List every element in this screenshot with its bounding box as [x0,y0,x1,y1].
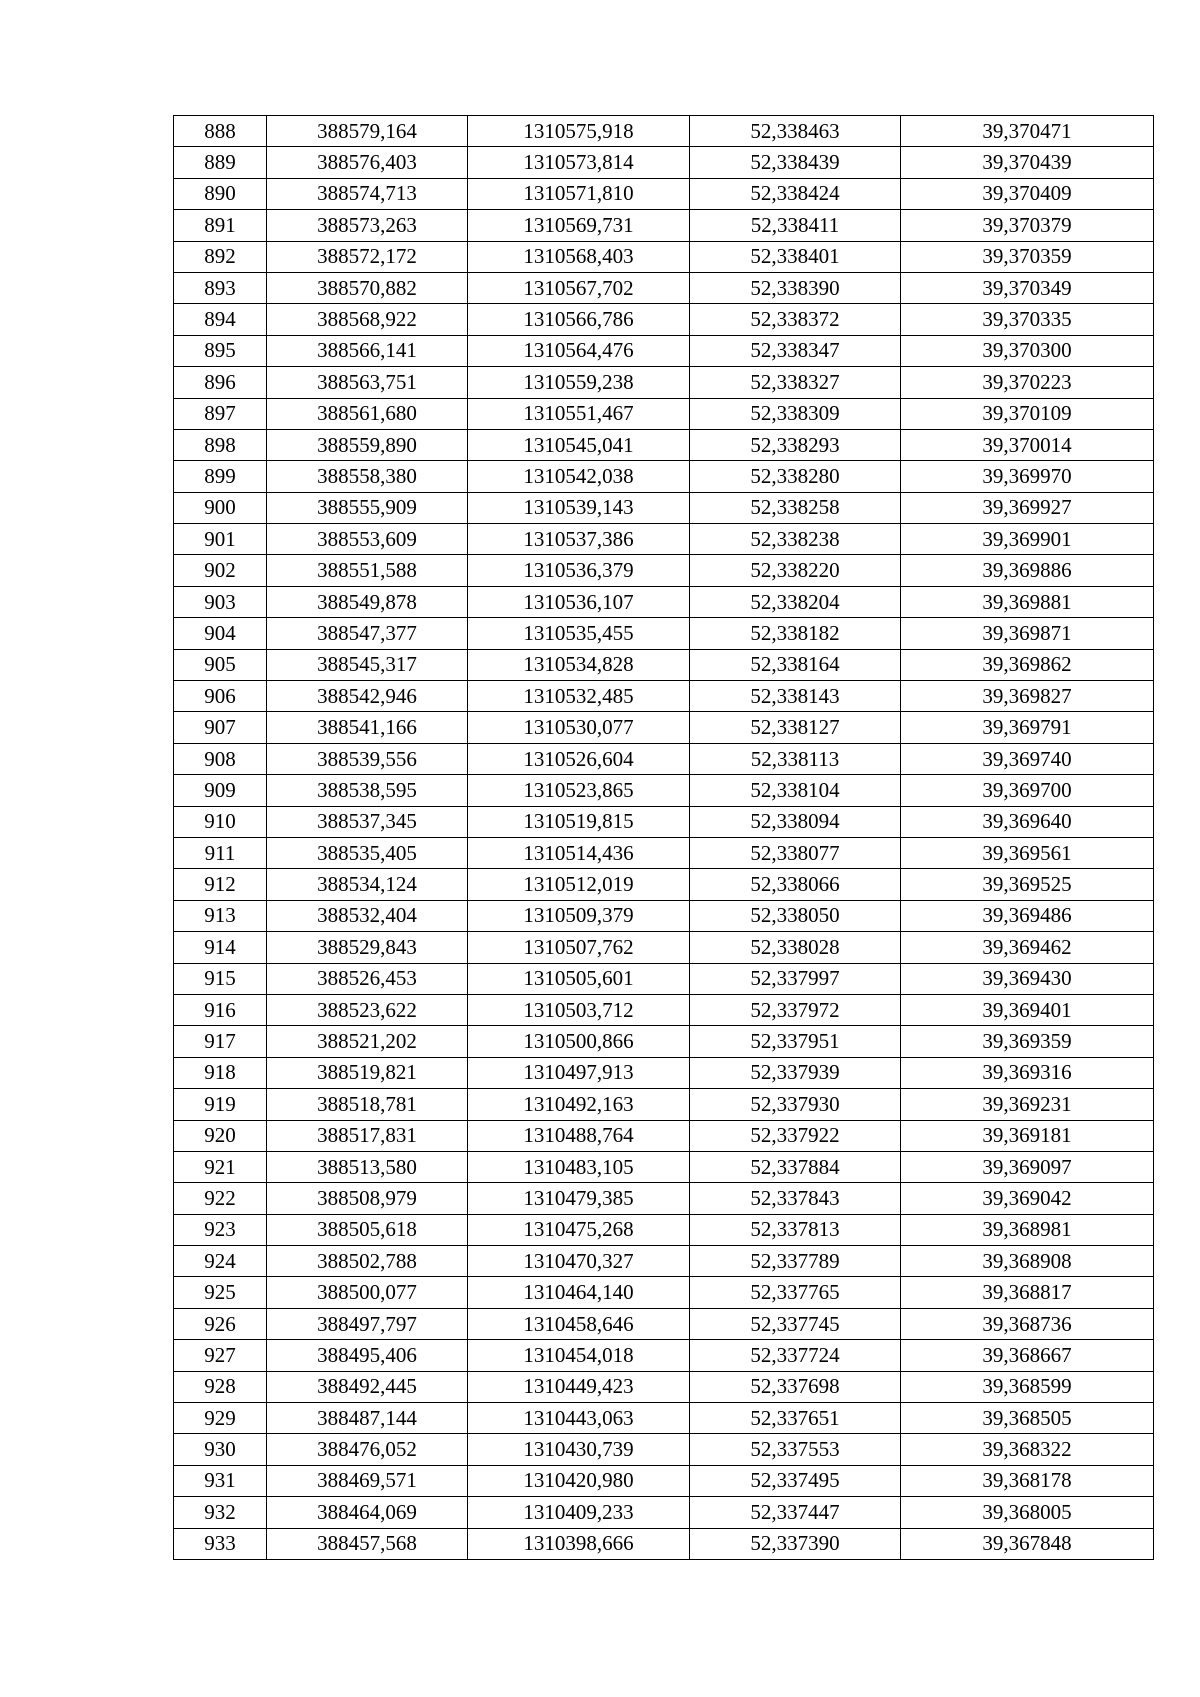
table-row [174,492,1154,523]
latitude-cell: 52,338050 [690,900,901,931]
longitude-cell: 39,369316 [901,1057,1154,1088]
y-coordinate-cell: 1310449,423 [468,1371,690,1402]
y-coordinate-cell: 1310519,815 [468,806,690,837]
longitude-cell: 39,369525 [901,869,1154,900]
y-coordinate-cell: 1310569,731 [468,210,690,241]
longitude-cell: 39,369640 [901,806,1154,837]
y-coordinate-cell: 1310523,865 [468,775,690,806]
x-coordinate-cell: 388508,979 [267,1183,468,1214]
y-coordinate-cell: 1310568,403 [468,241,690,272]
x-coordinate-cell: 388563,751 [267,367,468,398]
latitude-cell: 52,338439 [690,147,901,178]
table-row [174,555,1154,586]
point-number-cell: 920 [174,1120,267,1151]
latitude-cell: 52,338164 [690,649,901,680]
longitude-cell: 39,370379 [901,210,1154,241]
y-coordinate-cell: 1310464,140 [468,1277,690,1308]
table-row [174,1183,1154,1214]
latitude-cell: 52,337972 [690,994,901,1025]
latitude-cell: 52,337789 [690,1246,901,1277]
latitude-cell: 52,338309 [690,398,901,429]
table-row [174,1497,1154,1528]
y-coordinate-cell: 1310430,739 [468,1434,690,1465]
point-number-cell: 925 [174,1277,267,1308]
x-coordinate-cell: 388534,124 [267,869,468,900]
point-number-cell: 914 [174,932,267,963]
longitude-cell: 39,369042 [901,1183,1154,1214]
x-coordinate-cell: 388526,453 [267,963,468,994]
longitude-cell: 39,370409 [901,178,1154,209]
point-number-cell: 903 [174,586,267,617]
table-row [174,586,1154,617]
longitude-cell: 39,370300 [901,335,1154,366]
table-row [174,1246,1154,1277]
latitude-cell: 52,338463 [690,116,901,147]
table-row [174,837,1154,868]
x-coordinate-cell: 388539,556 [267,743,468,774]
table-row [174,1403,1154,1434]
longitude-cell: 39,370014 [901,429,1154,460]
latitude-cell: 52,337813 [690,1214,901,1245]
point-number-cell: 906 [174,681,267,712]
latitude-cell: 52,337765 [690,1277,901,1308]
x-coordinate-cell: 388576,403 [267,147,468,178]
y-coordinate-cell: 1310505,601 [468,963,690,994]
y-coordinate-cell: 1310537,386 [468,524,690,555]
x-coordinate-cell: 388545,317 [267,649,468,680]
x-coordinate-cell: 388574,713 [267,178,468,209]
longitude-cell: 39,369097 [901,1151,1154,1182]
latitude-cell: 52,338094 [690,806,901,837]
point-number-cell: 902 [174,555,267,586]
longitude-cell: 39,369871 [901,618,1154,649]
point-number-cell: 890 [174,178,267,209]
longitude-cell: 39,368736 [901,1308,1154,1339]
table-row [174,1465,1154,1496]
table-row [174,932,1154,963]
point-number-cell: 889 [174,147,267,178]
point-number-cell: 895 [174,335,267,366]
latitude-cell: 52,338411 [690,210,901,241]
y-coordinate-cell: 1310567,702 [468,272,690,303]
latitude-cell: 52,338401 [690,241,901,272]
longitude-cell: 39,369430 [901,963,1154,994]
x-coordinate-cell: 388537,345 [267,806,468,837]
y-coordinate-cell: 1310564,476 [468,335,690,366]
table-row [174,869,1154,900]
x-coordinate-cell: 388517,831 [267,1120,468,1151]
table-row [174,147,1154,178]
latitude-cell: 52,338390 [690,272,901,303]
x-coordinate-cell: 388538,595 [267,775,468,806]
x-coordinate-cell: 388505,618 [267,1214,468,1245]
point-number-cell: 898 [174,429,267,460]
longitude-cell: 39,369827 [901,681,1154,712]
latitude-cell: 52,338204 [690,586,901,617]
point-number-cell: 916 [174,994,267,1025]
table-row [174,1151,1154,1182]
x-coordinate-cell: 388549,878 [267,586,468,617]
y-coordinate-cell: 1310398,666 [468,1528,690,1559]
longitude-cell: 39,369359 [901,1026,1154,1057]
longitude-cell: 39,369181 [901,1120,1154,1151]
point-number-cell: 929 [174,1403,267,1434]
point-number-cell: 894 [174,304,267,335]
point-number-cell: 907 [174,712,267,743]
latitude-cell: 52,338066 [690,869,901,900]
x-coordinate-cell: 388553,609 [267,524,468,555]
y-coordinate-cell: 1310488,764 [468,1120,690,1151]
x-coordinate-cell: 388573,263 [267,210,468,241]
y-coordinate-cell: 1310536,379 [468,555,690,586]
latitude-cell: 52,338347 [690,335,901,366]
y-coordinate-cell: 1310507,762 [468,932,690,963]
point-number-cell: 922 [174,1183,267,1214]
y-coordinate-cell: 1310420,980 [468,1465,690,1496]
latitude-cell: 52,337745 [690,1308,901,1339]
y-coordinate-cell: 1310535,455 [468,618,690,649]
y-coordinate-cell: 1310492,163 [468,1089,690,1120]
table-row [174,178,1154,209]
longitude-cell: 39,368667 [901,1340,1154,1371]
coordinates-table [173,115,1154,1560]
y-coordinate-cell: 1310534,828 [468,649,690,680]
x-coordinate-cell: 388570,882 [267,272,468,303]
longitude-cell: 39,369791 [901,712,1154,743]
longitude-cell: 39,369486 [901,900,1154,931]
x-coordinate-cell: 388502,788 [267,1246,468,1277]
x-coordinate-cell: 388519,821 [267,1057,468,1088]
y-coordinate-cell: 1310542,038 [468,461,690,492]
latitude-cell: 52,337843 [690,1183,901,1214]
x-coordinate-cell: 388555,909 [267,492,468,523]
table-row [174,335,1154,366]
latitude-cell: 52,338127 [690,712,901,743]
longitude-cell: 39,368817 [901,1277,1154,1308]
longitude-cell: 39,367848 [901,1528,1154,1559]
point-number-cell: 915 [174,963,267,994]
x-coordinate-cell: 388561,680 [267,398,468,429]
table-row [174,994,1154,1025]
point-number-cell: 891 [174,210,267,241]
x-coordinate-cell: 388579,164 [267,116,468,147]
point-number-cell: 921 [174,1151,267,1182]
x-coordinate-cell: 388572,172 [267,241,468,272]
point-number-cell: 904 [174,618,267,649]
y-coordinate-cell: 1310497,913 [468,1057,690,1088]
longitude-cell: 39,369740 [901,743,1154,774]
table-row [174,806,1154,837]
point-number-cell: 927 [174,1340,267,1371]
point-number-cell: 923 [174,1214,267,1245]
longitude-cell: 39,369462 [901,932,1154,963]
point-number-cell: 909 [174,775,267,806]
latitude-cell: 52,338280 [690,461,901,492]
y-coordinate-cell: 1310530,077 [468,712,690,743]
point-number-cell: 930 [174,1434,267,1465]
latitude-cell: 52,338238 [690,524,901,555]
point-number-cell: 888 [174,116,267,147]
y-coordinate-cell: 1310454,018 [468,1340,690,1371]
y-coordinate-cell: 1310566,786 [468,304,690,335]
longitude-cell: 39,368005 [901,1497,1154,1528]
latitude-cell: 52,337922 [690,1120,901,1151]
y-coordinate-cell: 1310443,063 [468,1403,690,1434]
longitude-cell: 39,370471 [901,116,1154,147]
y-coordinate-cell: 1310514,436 [468,837,690,868]
latitude-cell: 52,338182 [690,618,901,649]
x-coordinate-cell: 388532,404 [267,900,468,931]
x-coordinate-cell: 388464,069 [267,1497,468,1528]
longitude-cell: 39,369901 [901,524,1154,555]
point-number-cell: 918 [174,1057,267,1088]
y-coordinate-cell: 1310500,866 [468,1026,690,1057]
point-number-cell: 897 [174,398,267,429]
table-row [174,649,1154,680]
y-coordinate-cell: 1310539,143 [468,492,690,523]
coordinates-table-body [174,116,1154,1560]
x-coordinate-cell: 388457,568 [267,1528,468,1559]
table-row [174,1214,1154,1245]
y-coordinate-cell: 1310536,107 [468,586,690,617]
point-number-cell: 924 [174,1246,267,1277]
table-row [174,1340,1154,1371]
point-number-cell: 900 [174,492,267,523]
table-row [174,1528,1154,1559]
point-number-cell: 917 [174,1026,267,1057]
longitude-cell: 39,370335 [901,304,1154,335]
longitude-cell: 39,369927 [901,492,1154,523]
longitude-cell: 39,370223 [901,367,1154,398]
point-number-cell: 899 [174,461,267,492]
x-coordinate-cell: 388521,202 [267,1026,468,1057]
table-row [174,900,1154,931]
y-coordinate-cell: 1310573,814 [468,147,690,178]
table-row [174,1057,1154,1088]
point-number-cell: 905 [174,649,267,680]
latitude-cell: 52,337997 [690,963,901,994]
table-row [174,1089,1154,1120]
y-coordinate-cell: 1310571,810 [468,178,690,209]
latitude-cell: 52,338372 [690,304,901,335]
x-coordinate-cell: 388500,077 [267,1277,468,1308]
table-row [174,304,1154,335]
y-coordinate-cell: 1310458,646 [468,1308,690,1339]
longitude-cell: 39,369700 [901,775,1154,806]
table-row [174,272,1154,303]
latitude-cell: 52,338077 [690,837,901,868]
latitude-cell: 52,337951 [690,1026,901,1057]
longitude-cell: 39,369231 [901,1089,1154,1120]
y-coordinate-cell: 1310479,385 [468,1183,690,1214]
longitude-cell: 39,370349 [901,272,1154,303]
y-coordinate-cell: 1310551,467 [468,398,690,429]
longitude-cell: 39,368599 [901,1371,1154,1402]
y-coordinate-cell: 1310512,019 [468,869,690,900]
y-coordinate-cell: 1310532,485 [468,681,690,712]
latitude-cell: 52,338104 [690,775,901,806]
table-row [174,1026,1154,1057]
y-coordinate-cell: 1310470,327 [468,1246,690,1277]
table-row [174,1308,1154,1339]
x-coordinate-cell: 388518,781 [267,1089,468,1120]
table-row [174,429,1154,460]
longitude-cell: 39,369970 [901,461,1154,492]
longitude-cell: 39,368908 [901,1246,1154,1277]
latitude-cell: 52,338028 [690,932,901,963]
y-coordinate-cell: 1310483,105 [468,1151,690,1182]
x-coordinate-cell: 388547,377 [267,618,468,649]
point-number-cell: 926 [174,1308,267,1339]
x-coordinate-cell: 388542,946 [267,681,468,712]
longitude-cell: 39,369561 [901,837,1154,868]
latitude-cell: 52,337390 [690,1528,901,1559]
latitude-cell: 52,337651 [690,1403,901,1434]
x-coordinate-cell: 388513,580 [267,1151,468,1182]
latitude-cell: 52,337884 [690,1151,901,1182]
x-coordinate-cell: 388535,405 [267,837,468,868]
longitude-cell: 39,369401 [901,994,1154,1025]
x-coordinate-cell: 388492,445 [267,1371,468,1402]
table-row [174,743,1154,774]
table-row [174,367,1154,398]
latitude-cell: 52,338113 [690,743,901,774]
point-number-cell: 912 [174,869,267,900]
latitude-cell: 52,337939 [690,1057,901,1088]
table-row [174,1434,1154,1465]
longitude-cell: 39,368981 [901,1214,1154,1245]
longitude-cell: 39,370109 [901,398,1154,429]
longitude-cell: 39,368322 [901,1434,1154,1465]
y-coordinate-cell: 1310575,918 [468,116,690,147]
x-coordinate-cell: 388559,890 [267,429,468,460]
latitude-cell: 52,337930 [690,1089,901,1120]
latitude-cell: 52,337698 [690,1371,901,1402]
point-number-cell: 901 [174,524,267,555]
point-number-cell: 919 [174,1089,267,1120]
y-coordinate-cell: 1310409,233 [468,1497,690,1528]
y-coordinate-cell: 1310475,268 [468,1214,690,1245]
latitude-cell: 52,338424 [690,178,901,209]
longitude-cell: 39,368505 [901,1403,1154,1434]
x-coordinate-cell: 388529,843 [267,932,468,963]
x-coordinate-cell: 388476,052 [267,1434,468,1465]
point-number-cell: 911 [174,837,267,868]
latitude-cell: 52,337495 [690,1465,901,1496]
x-coordinate-cell: 388497,797 [267,1308,468,1339]
y-coordinate-cell: 1310559,238 [468,367,690,398]
latitude-cell: 52,337553 [690,1434,901,1465]
x-coordinate-cell: 388469,571 [267,1465,468,1496]
latitude-cell: 52,338143 [690,681,901,712]
table-row [174,524,1154,555]
table-row [174,1277,1154,1308]
table-row [174,1120,1154,1151]
table-row [174,712,1154,743]
table-row [174,398,1154,429]
table-row [174,241,1154,272]
table-row [174,1371,1154,1402]
longitude-cell: 39,370439 [901,147,1154,178]
longitude-cell: 39,369886 [901,555,1154,586]
latitude-cell: 52,337447 [690,1497,901,1528]
x-coordinate-cell: 388523,622 [267,994,468,1025]
point-number-cell: 892 [174,241,267,272]
y-coordinate-cell: 1310509,379 [468,900,690,931]
point-number-cell: 908 [174,743,267,774]
y-coordinate-cell: 1310545,041 [468,429,690,460]
x-coordinate-cell: 388551,588 [267,555,468,586]
point-number-cell: 893 [174,272,267,303]
table-row [174,775,1154,806]
y-coordinate-cell: 1310526,604 [468,743,690,774]
point-number-cell: 933 [174,1528,267,1559]
point-number-cell: 931 [174,1465,267,1496]
latitude-cell: 52,338220 [690,555,901,586]
point-number-cell: 896 [174,367,267,398]
table-row [174,681,1154,712]
point-number-cell: 928 [174,1371,267,1402]
x-coordinate-cell: 388487,144 [267,1403,468,1434]
latitude-cell: 52,338293 [690,429,901,460]
latitude-cell: 52,338258 [690,492,901,523]
x-coordinate-cell: 388541,166 [267,712,468,743]
x-coordinate-cell: 388495,406 [267,1340,468,1371]
table-row [174,963,1154,994]
table-row [174,210,1154,241]
y-coordinate-cell: 1310503,712 [468,994,690,1025]
latitude-cell: 52,338327 [690,367,901,398]
x-coordinate-cell: 388568,922 [267,304,468,335]
longitude-cell: 39,370359 [901,241,1154,272]
x-coordinate-cell: 388566,141 [267,335,468,366]
longitude-cell: 39,369862 [901,649,1154,680]
table-row [174,461,1154,492]
longitude-cell: 39,368178 [901,1465,1154,1496]
table-row [174,618,1154,649]
latitude-cell: 52,337724 [690,1340,901,1371]
point-number-cell: 910 [174,806,267,837]
longitude-cell: 39,369881 [901,586,1154,617]
point-number-cell: 932 [174,1497,267,1528]
point-number-cell: 913 [174,900,267,931]
table-row [174,116,1154,147]
x-coordinate-cell: 388558,380 [267,461,468,492]
